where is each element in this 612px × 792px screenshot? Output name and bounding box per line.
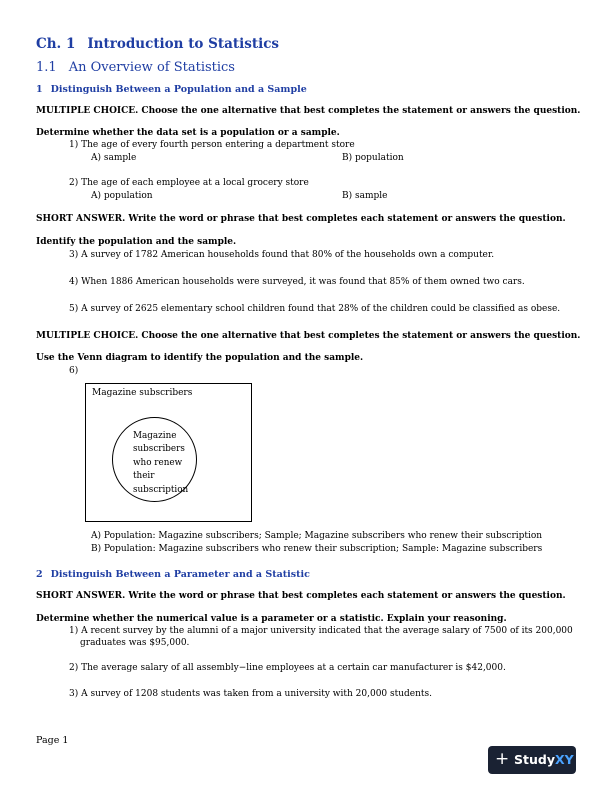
instruction-sa-2: SHORT ANSWER. Write the word or phrase that best completes each statement or answers the question. [36, 591, 566, 601]
objective-heading-1 [36, 84, 307, 95]
instruction-mc-1: MULTIPLE CHOICE. Choose the one alternative that best completes the statement or answers the question. [36, 106, 581, 116]
venn-outer-label: Magazine subscribers [92, 388, 193, 398]
question-1-choice-a: A) sample [91, 153, 137, 163]
question-3: 3) A survey of 1782 American households found that 80% of the households own a computer. [69, 250, 495, 260]
question-1: 1) The age of every fourth person entering a department store [69, 140, 355, 150]
objective-heading-2 [36, 569, 310, 580]
page-number: Page 1 [36, 735, 69, 746]
instruction-sa-1: SHORT ANSWER. Write the word or phrase that best completes each statement or answers the question. [36, 214, 566, 224]
question-2: 2) The age of each employee at a local grocery store [69, 178, 309, 188]
param-question-2: 2) The average salary of all assembly−line employees at a certain car manufacturer is $42,000. [69, 663, 506, 673]
logo-text-study: Study [514, 752, 555, 767]
chapter-number: Ch. 1 [36, 36, 76, 52]
prompt-pop-sample: Determine whether the data set is a population or a sample. [36, 128, 340, 138]
question-1-choice-b: B) population [342, 153, 404, 163]
objective-title: Distinguish Between a Parameter and a Statistic [50, 569, 310, 580]
param-question-1-line-2: graduates was $95,000. [80, 638, 190, 648]
section-number: 1.1 [36, 60, 57, 75]
prompt-param-stat: Determine whether the numerical value is a parameter or a statistic. Explain your reasoning. [36, 614, 507, 624]
param-question-3: 3) A survey of 1208 students was taken from a university with 20,000 students. [69, 689, 433, 699]
question-2-choice-b: B) sample [342, 191, 388, 201]
chapter-title: Introduction to Statistics [87, 36, 280, 52]
venn-inner-label: Magazine subscribers who renew their subscription [133, 431, 189, 495]
question-6-choice-a: A) Population: Magazine subscribers; Sample; Magazine subscribers who renew their subscription [91, 531, 543, 541]
question-4: 4) When 1886 American households were surveyed, it was found that 85% of them owned two cars. [69, 277, 525, 287]
logo-text [514, 752, 574, 767]
prompt-identify: Identify the population and the sample. [36, 237, 237, 247]
question-6-number: 6) [69, 366, 79, 376]
logo-text-xy: XY [554, 752, 574, 767]
question-5: 5) A survey of 2625 elementary school children found that 28% of the children could be classified as obese. [69, 304, 561, 314]
prompt-venn: Use the Venn diagram to identify the population and the sample. [36, 353, 364, 363]
objective-number: 1 [36, 84, 43, 95]
question-2-choice-a: A) population [91, 191, 153, 201]
instruction-mc-2: MULTIPLE CHOICE. Choose the one alternative that best completes the statement or answers the question. [36, 331, 581, 341]
plus-icon: + [495, 749, 510, 769]
venn-diagram [85, 383, 252, 522]
param-question-1-line-1: 1) A recent survey by the alumni of a major university indicated that the average salary of 7500 of its 200,000 [69, 626, 573, 636]
studyxy-logo [488, 746, 576, 774]
question-6-choice-b: B) Population: Magazine subscribers who renew their subscription; Sample: Magazine subscribers [91, 544, 543, 554]
section-title: An Overview of Statistics [68, 60, 235, 75]
objective-title: Distinguish Between a Population and a Sample [50, 84, 307, 95]
chapter-heading [36, 36, 279, 52]
objective-number: 2 [36, 569, 43, 580]
section-heading [36, 60, 235, 75]
